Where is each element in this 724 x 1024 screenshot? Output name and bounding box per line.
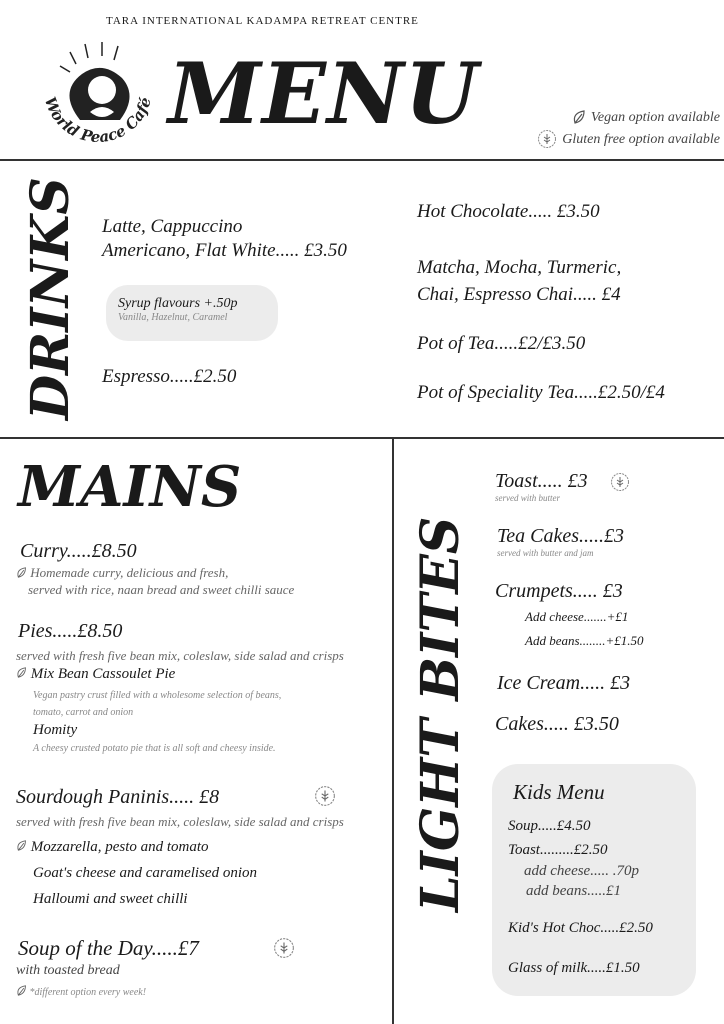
leaf-icon (16, 666, 27, 679)
crumpets-title: Crumpets..... £3 (495, 580, 623, 602)
light-bites-heading: LIGHT BITES (410, 516, 471, 912)
gluten-free-legend-label: Gluten free option available (562, 132, 720, 147)
menu-title: MENU (168, 44, 480, 143)
logo-text: World Peace Café (40, 94, 155, 147)
vegan-legend-label: Vegan option available (590, 110, 720, 125)
kids-add-beans: add beans.....£1 (526, 883, 621, 899)
soup-title: Soup of the Day.....£7 (18, 936, 199, 960)
drinks-coffee-line2: Americano, Flat White..... £3.50 (102, 240, 347, 261)
panini1-text: Mozzarella, pesto and tomato (30, 839, 209, 855)
drinks-speciality-tea: Pot of Speciality Tea.....£2.50/£4 (417, 382, 665, 403)
leaf-icon (16, 566, 27, 579)
drinks-pot-of-tea: Pot of Tea.....£2/£3.50 (417, 333, 586, 354)
panini2: Goat's cheese and caramelised onion (33, 865, 257, 881)
panini1 (16, 839, 209, 856)
kids-hot-choc: Kid's Hot Choc.....£2.50 (508, 920, 653, 936)
drinks-hot-chocolate: Hot Chocolate..... £3.50 (417, 201, 600, 222)
drinks-specials-line1: Matcha, Mocha, Turmeric, (417, 257, 622, 278)
crumpets-add-cheese: Add cheese.......+£1 (525, 609, 629, 624)
toast-desc: served with butter (495, 493, 560, 503)
pies-desc: served with fresh five bean mix, coleslaw, side salad and crisps (16, 648, 344, 663)
drinks-heading: DRINKS (20, 177, 81, 420)
drinks-divider (0, 437, 724, 439)
leaf-icon (16, 984, 27, 997)
soup-note (16, 984, 146, 998)
pie1-desc2: tomato, carrot and onion (33, 707, 134, 718)
column-divider (392, 439, 394, 1024)
kids-heading: Kids Menu (513, 780, 605, 804)
pie2-desc: A cheesy crusted potato pie that is all soft and cheesy inside. (33, 743, 276, 754)
leaf-icon (572, 109, 586, 125)
gluten-free-icon (610, 472, 630, 492)
mains-heading: MAINS (18, 454, 242, 520)
tea-cakes-desc: served with butter and jam (497, 548, 594, 558)
pie1-name (16, 666, 175, 683)
cakes-title: Cakes..... £3.50 (495, 713, 619, 735)
kids-add-cheese: add cheese..... .70p (524, 863, 639, 879)
header-divider (0, 159, 724, 161)
curry-desc1 (16, 565, 228, 581)
venue-name: TARA INTERNATIONAL KADAMPA RETREAT CENTRE (106, 15, 419, 27)
paninis-title: Sourdough Paninis..... £8 (16, 786, 220, 808)
syrup-title: Syrup flavours +.50p (118, 296, 238, 311)
kids-milk: Glass of milk.....£1.50 (508, 960, 640, 976)
syrup-options: Vanilla, Hazelnut, Caramel (118, 312, 228, 323)
pies-title: Pies.....£8.50 (18, 620, 123, 642)
paninis-desc: served with fresh five bean mix, coleslaw, side salad and crisps (16, 814, 344, 829)
pie2-name: Homity (33, 722, 78, 738)
curry-desc1-text: Homemade curry, delicious and fresh, (30, 565, 229, 580)
dietary-legend (510, 106, 720, 150)
gluten-free-icon (273, 937, 295, 959)
curry-title: Curry.....£8.50 (20, 540, 137, 562)
curry-desc2: served with rice, naan bread and sweet chilli sauce (28, 582, 295, 597)
pie1-desc1: Vegan pastry crust filled with a wholesome selection of beans, (33, 690, 282, 701)
drinks-espresso: Espresso.....£2.50 (102, 366, 237, 387)
ice-cream-title: Ice Cream..... £3 (497, 672, 631, 694)
pie1-name-text: Mix Bean Cassoulet Pie (30, 666, 176, 682)
drinks-specials-line2: Chai, Espresso Chai..... £4 (417, 284, 621, 305)
soup-note-text: *different option every week! (29, 987, 147, 998)
gluten-free-icon (314, 785, 336, 807)
soup-desc: with toasted bread (16, 963, 120, 978)
panini3: Halloumi and sweet chilli (33, 891, 188, 907)
toast-title: Toast..... £3 (495, 470, 588, 492)
tea-cakes-title: Tea Cakes.....£3 (497, 525, 625, 547)
kids-soup: Soup.....£4.50 (508, 818, 591, 834)
leaf-icon (16, 839, 27, 852)
gluten-free-icon (537, 129, 557, 149)
kids-toast: Toast.........£2.50 (508, 842, 608, 858)
drinks-coffee-line1: Latte, Cappuccino (102, 216, 243, 237)
cafe-logo (30, 32, 160, 150)
crumpets-add-beans: Add beans........+£1.50 (525, 633, 644, 648)
